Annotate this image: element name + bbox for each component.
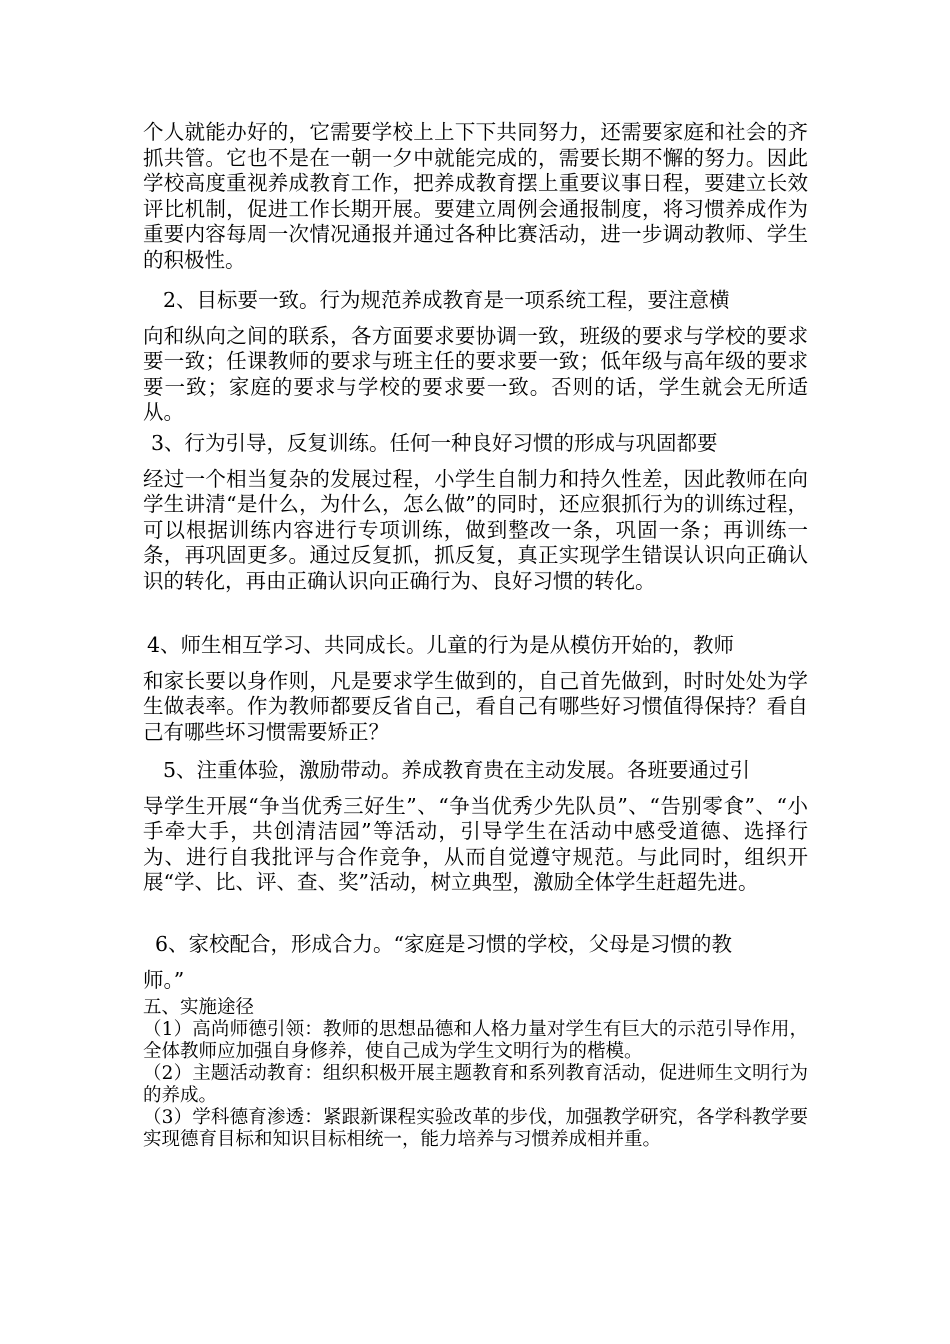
item-3-heading: 3、行为引导，反复训练。任何一种良好习惯的形成与巩固都要 xyxy=(151,431,718,455)
path-1: （1）高尚师德引领：教师的思想品德和人格力量对学生有巨大的示范引导作用，全体教师应加强自身修养，使自己成为学生文明行为的楷模。 xyxy=(143,1019,808,1062)
item-4-body: 和家长要以身作则，凡是要求学生做到的，自己首先做到，时时处处为学生做表率。作为教师都要反省自己，看自己有哪些好习惯值得保持？看自己有哪些坏习惯需要矫正？ xyxy=(143,668,808,744)
item-3-block xyxy=(143,431,808,595)
item-4-block xyxy=(143,633,808,745)
implementation-section xyxy=(143,997,808,1151)
path-2: （2）主题活动教育：组织积极开展主题教育和系列教育活动，促进师生文明行为的养成。 xyxy=(143,1063,808,1106)
item-3-body: 经过一个相当复杂的发展过程，小学生自制力和持久性差，因此教师在向学生讲清“是什么，为什么，怎么做”的同时，还应狠抓行为的训练过程，可以根据训练内容进行专项训练，做到整改一条，巩固一条；再训练一条，再巩固更多。通过反复抓，抓反复，真正实现学生错误认识向正确认识的转化，再由正确认识向正确行为、良好习惯的转化。 xyxy=(143,466,808,593)
path-3: （3）学科德育渗透：紧跟新课程实验改革的步伐，加强教学研究，各学科教学要实现德育目标和知识目标相统一，能力培养与习惯养成相并重。 xyxy=(143,1107,808,1150)
item-6-block xyxy=(143,932,808,993)
item-2-block xyxy=(143,288,808,426)
item-2-heading: 2、目标要一致。行为规范养成教育是一项系统工程，要注意横 xyxy=(163,288,730,312)
item-6-body: 师。” xyxy=(143,967,185,992)
section-5-title: 五、实施途径 xyxy=(143,997,255,1018)
item-5-heading: 5、注重体验，激励带动。养成教育贵在主动发展。各班要通过引 xyxy=(163,758,751,782)
item-5-block xyxy=(143,758,808,896)
intro-paragraph: 个人就能办好的，它需要学校上上下下共同努力，还需要家庭和社会的齐抓共管。它也不是在一朝一夕中就能完成的，需要长期不懈的努力。因此学校高度重视养成教育工作，把养成教育摆上重要议事日程，要建立长效评比机制，促进工作长期开展。要建立周例会通报制度，将习惯养成作为重要内容每周一次情况通报并通过各种比赛活动，进一步调动教师、学生的积极性。 xyxy=(143,120,808,272)
item-2-body: 向和纵向之间的联系，各方面要求要协调一致，班级的要求与学校的要求要一致；任课教师的要求与班主任的要求要一致；低年级与高年级的要求要一致；家庭的要求与学校的要求要一致。否则的话，学生就会无所适从。 xyxy=(143,323,808,425)
item-6-heading: 6、家校配合，形成合力。“家庭是习惯的学校，父母是习惯的教 xyxy=(155,932,733,956)
item-5-body: 导学生开展“争当优秀三好生”、“争当优秀少先队员”、“告别零食”、“小手牵大手，共创清洁园”等活动，引导学生在活动中感受道德、选择行为、进行自我批评与合作竞争，从而自觉遵守规范。与此同时，组织开展“学、比、评、查、奖”活动，树立典型，激励全体学生赶超先进。 xyxy=(143,793,808,895)
item-4-heading: 4、师生相互学习、共同成长。儿童的行为是从模仿开始的，教师 xyxy=(147,633,735,657)
intro-paragraph-block xyxy=(143,120,808,274)
